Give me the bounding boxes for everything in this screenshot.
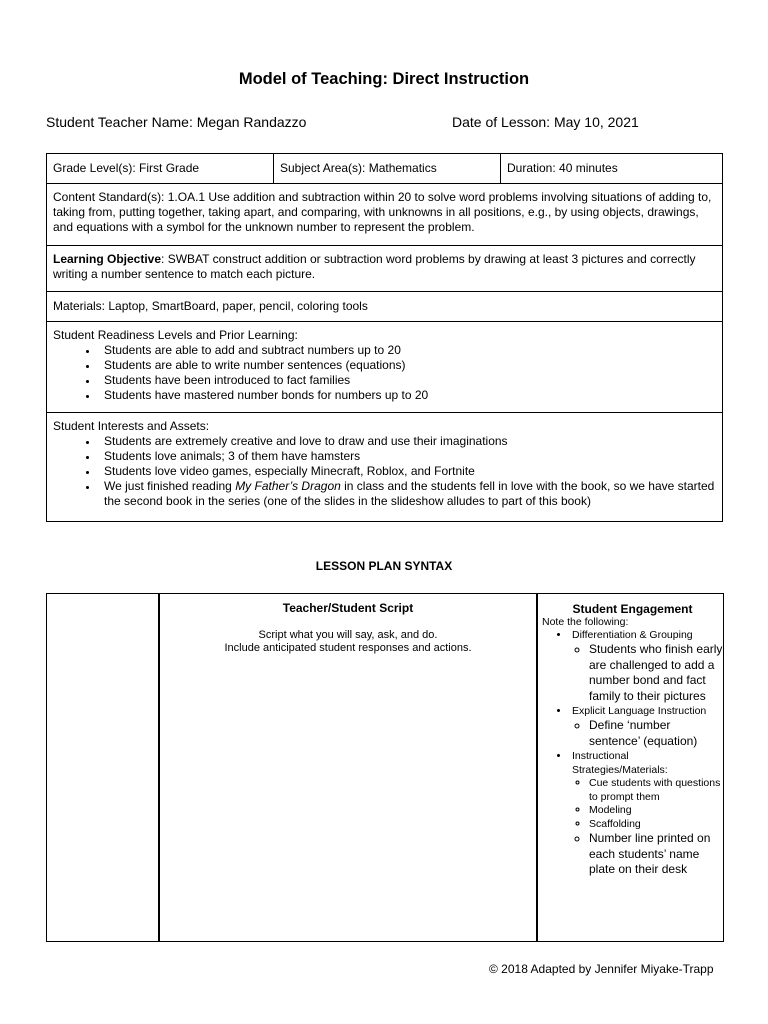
list-item: • Students love animals; 3 of them have hamsters [98,449,716,464]
list-item: ◦ Students who finish early are challenged to add a number bond and fact family to their pictures [589,642,723,704]
content-standard-cell: Content Standard(s): 1.OA.1 Use addition and subtraction within 20 to solve word problems involving situations of adding to, taking from, putting together, taking apart, and comparing, with unknowns in all positions, e.g., by using objects, drawings, and equations with a symbol for the unknown number to represent the problem. [47,184,723,246]
teacher-student-script-column [159,594,537,942]
list-item: ◦ Scaffolding [589,818,723,832]
list-item: • Students are able to write number sentences (equations) [98,358,716,373]
list-item: • Students have mastered number bonds for numbers up to 20 [98,388,716,403]
lesson-plan-syntax-title: LESSON PLAN SYNTAX [315,559,453,573]
readiness-heading: Student Readiness Levels and Prior Learning: [53,328,298,342]
list-item [570,628,723,704]
syntax-phase-column [47,594,160,942]
script-heading: Teacher/Student Script [282,601,414,615]
list-item-text: We just finished reading [104,479,236,493]
lesson-plan-syntax-table [46,593,724,942]
teacher-name: Student Teacher Name: Megan Randazzo [46,114,307,130]
engagement-heading: Student Engagement [572,602,693,616]
strategies-list-continued [572,831,723,878]
readiness-list [53,343,716,403]
book-title: My Father’s Dragon [235,479,341,493]
list-item: • Students are extremely creative and love to draw and use their imaginations [98,434,716,449]
language-instruction-list [572,718,723,749]
subject-area-cell: Subject Area(s): Mathematics [274,154,501,184]
list-item: • Students are able to add and subtract numbers up to 20 [98,343,716,358]
script-instruction-1: Script what you will say, ask, and do. [258,629,438,641]
engagement-note: Note the following: [542,616,629,628]
interests-list [53,434,716,509]
list-item: • Students love video games, especially Minecraft, Roblox, and Fortnite [98,464,716,479]
lesson-date: Date of Lesson: May 10, 2021 [452,114,639,130]
differentiation-list [572,642,723,704]
list-item [570,749,723,878]
differentiation-label: Differentiation & Grouping [572,629,693,641]
list-item: ◦ Cue students with questions to prompt them [589,777,723,804]
interests-heading: Student Interests and Assets: [53,419,210,433]
lesson-info-table [46,153,723,522]
page-title: Model of Teaching: Direct Instruction [238,70,530,88]
list-item: ◦ Define ‘number sentence’ (equation) [589,718,723,749]
strategies-label: Instructional Strategies/Materials: [572,750,668,776]
materials-cell: Materials: Laptop, SmartBoard, paper, pencil, coloring tools [47,292,723,322]
list-item-text: in class and the students fell in love with the book, so we have started the second book in the series (one of the slides in the slideshow alludes to part of this book) [104,479,715,508]
engagement-list [542,628,723,878]
list-item: • Students have been introduced to fact families [98,373,716,388]
copyright-footer: © 2018 Adapted by Jennifer Miyake-Trapp [489,962,714,976]
learning-objective-cell [47,246,723,292]
duration-cell: Duration: 40 minutes [501,154,723,184]
strategies-list [572,777,723,831]
list-item [98,479,716,509]
script-instruction-2: Include anticipated student responses and actions. [224,642,472,654]
language-instruction-label: Explicit Language Instruction [572,705,707,717]
readiness-cell [47,322,723,413]
list-item [570,704,723,749]
interests-cell [47,413,723,522]
list-item: ◦ Number line printed on each students’ name plate on their desk [589,831,723,878]
learning-objective-text: : SWBAT construct addition or subtraction word problems by drawing at least 3 pictures and correctly writing a number sentence to match each picture. [53,252,696,281]
student-engagement-column [537,594,724,942]
learning-objective-label: Learning Objective [53,252,162,266]
grade-level-cell: Grade Level(s): First Grade [47,154,274,184]
list-item: ◦ Modeling [589,804,723,818]
